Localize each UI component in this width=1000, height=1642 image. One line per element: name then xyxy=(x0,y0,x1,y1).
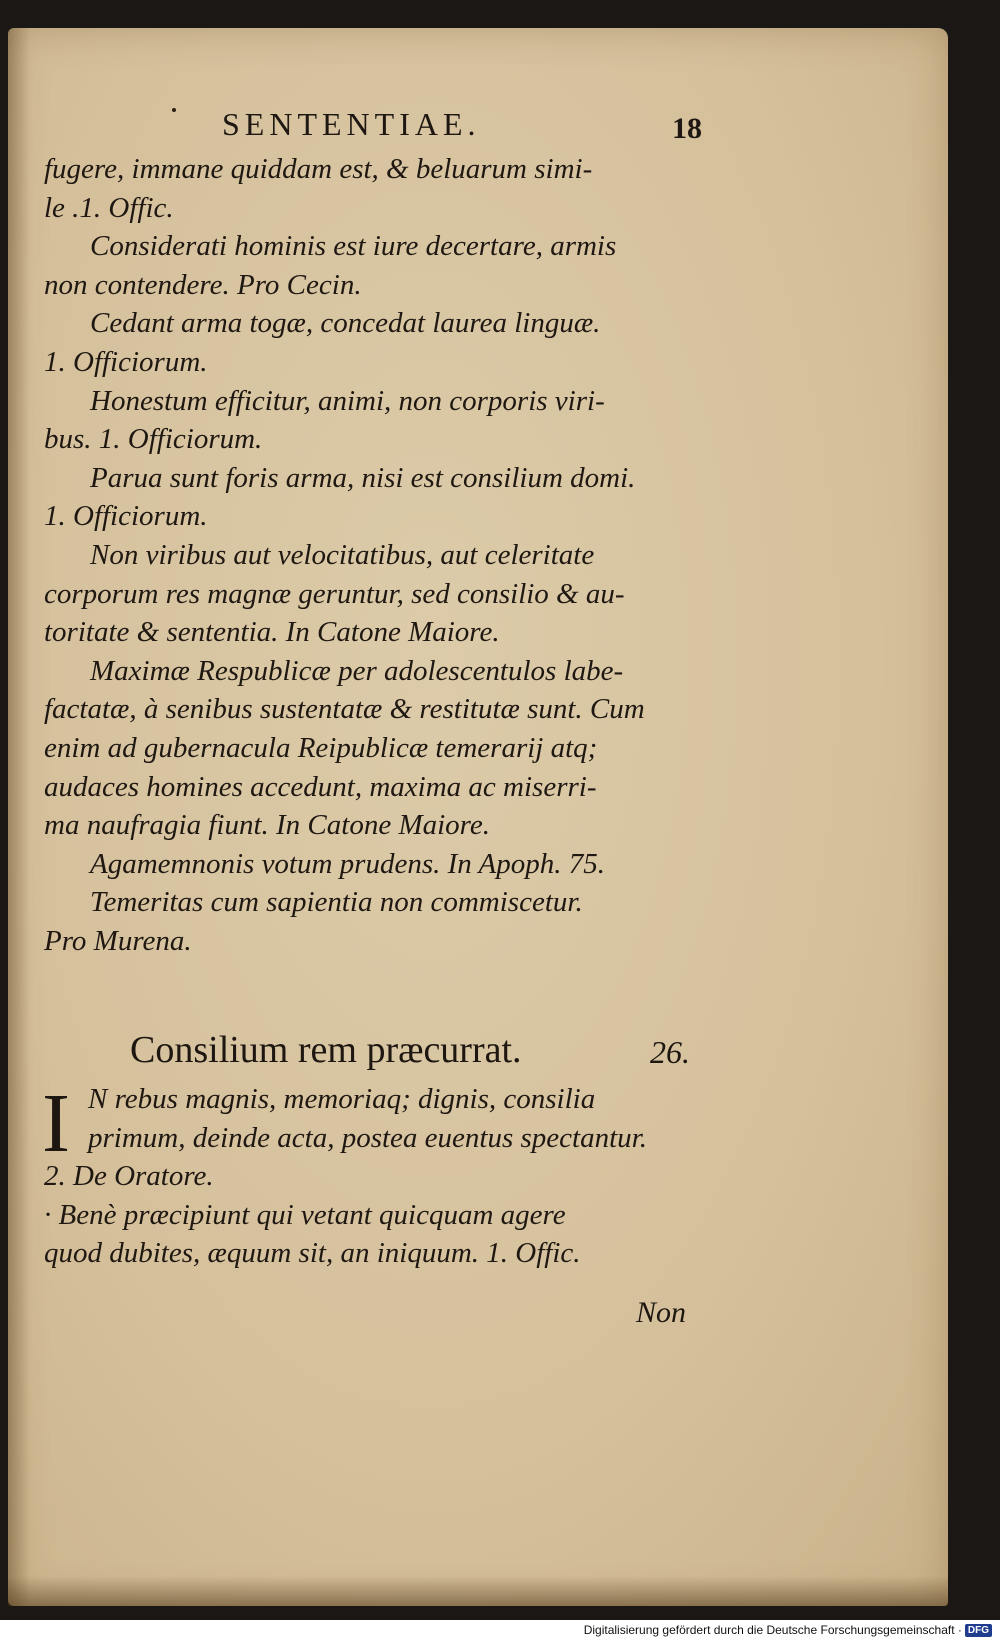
section-heading: Consilium rem præcurrat. xyxy=(130,1029,522,1071)
text-line: 1. Officiorum. xyxy=(44,500,208,533)
header-mark xyxy=(172,108,176,112)
dfg-logo: DFG xyxy=(965,1624,992,1637)
section-text xyxy=(42,1077,734,1273)
text-line: ma naufragia fiunt. In Catone Maiore. xyxy=(44,809,490,842)
page-number: 18 xyxy=(672,112,702,145)
text-line: Considerati hominis est iure decertare, armis xyxy=(90,230,617,263)
text-line: bus. 1. Officiorum. xyxy=(44,423,263,456)
text-line: non contendere. Pro Cecin. xyxy=(44,268,362,301)
text-line: · Benè præcipiunt qui vetant quicquam agere xyxy=(44,1198,566,1231)
credit-text: Digitalisierung gefördert durch die Deutsche Forschungsgemeinschaft · xyxy=(583,1623,962,1637)
section-number: 26. xyxy=(650,1034,690,1070)
text-line: Honestum efficitur, animi, non corporis viri- xyxy=(90,384,605,417)
running-head: SENTENTIAE. xyxy=(222,106,481,142)
text-line: Maximæ Respublicæ per adolescentulos labe- xyxy=(90,654,624,687)
text-line: audaces homines accedunt, maxima ac miserri- xyxy=(44,770,597,803)
body-text xyxy=(44,150,724,960)
text-line: Cedant arma togæ, concedat laurea linguæ. xyxy=(90,307,601,340)
page-edge-shadow xyxy=(8,28,30,1606)
text-line: Parua sunt foris arma, nisi est consilium domi. xyxy=(90,461,636,494)
page-bottom-shadow xyxy=(8,1576,948,1606)
text-line: quod dubites, æquum sit, an iniquum. 1. Offic. xyxy=(44,1237,581,1270)
text-line: Temeritas cum sapientia non commiscetur. xyxy=(90,886,583,919)
text-line: enim ad gubernacula Reipublicæ temerarij atq; xyxy=(44,731,598,764)
text-line: Non viribus aut velocitatibus, aut celeritate xyxy=(90,538,595,571)
text-line: primum, deinde acta, postea euentus spectantur. xyxy=(88,1121,647,1154)
text-line: Pro Murena. xyxy=(44,924,192,957)
text-line: toritate & sententia. In Catone Maiore. xyxy=(44,616,500,649)
digitization-credit xyxy=(584,1620,992,1640)
text-line: Agamemnonis votum prudens. In Apoph. 75. xyxy=(90,847,605,880)
text-line: le .1. Offic. xyxy=(44,191,174,224)
drop-cap: I xyxy=(42,1077,70,1170)
catchword: Non xyxy=(636,1296,687,1329)
text-line: 2. De Oratore. xyxy=(44,1160,214,1193)
text-line: factatæ, à senibus sustentatæ & restitutæ sunt. Cum xyxy=(44,693,645,726)
text-line: corporum res magnæ geruntur, sed consilio & au- xyxy=(44,577,625,610)
text-line: N rebus magnis, memoriaq; dignis, consilia xyxy=(88,1083,596,1115)
text-line: fugere, immane quiddam est, & beluarum simi- xyxy=(44,153,593,185)
text-line: 1. Officiorum. xyxy=(44,345,208,378)
